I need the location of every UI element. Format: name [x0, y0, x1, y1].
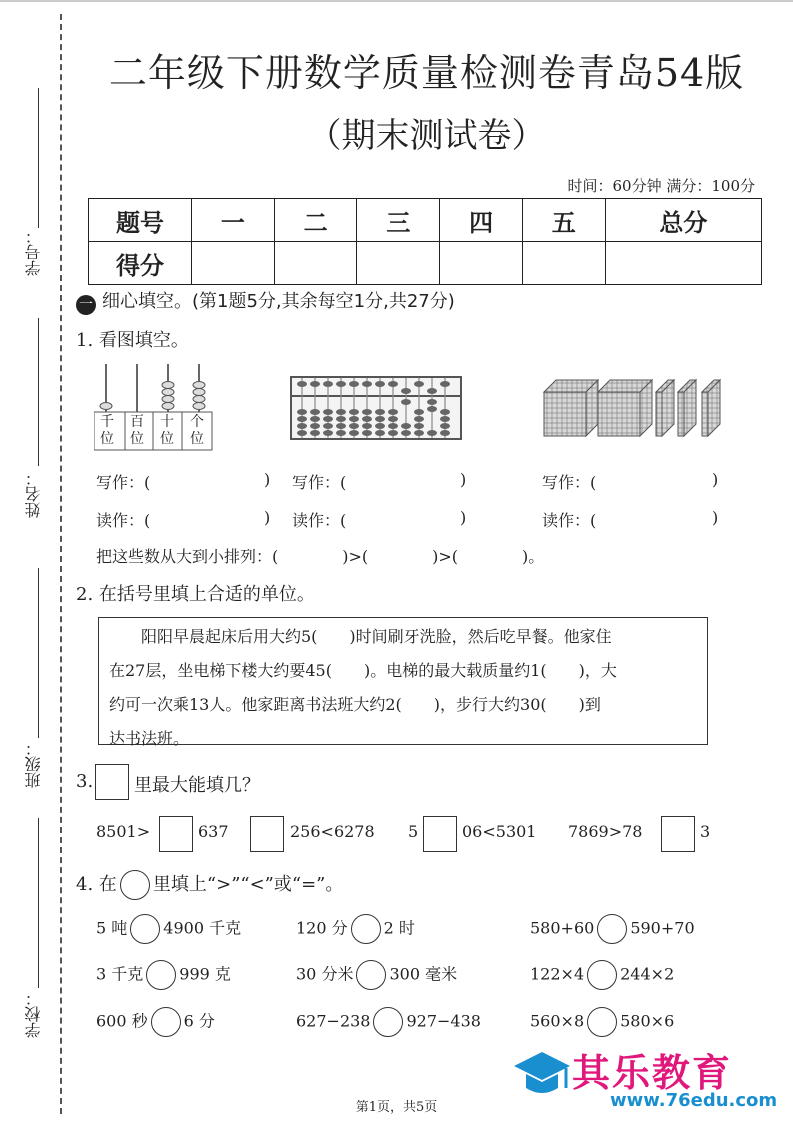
q4-answer-circle[interactable] — [130, 914, 160, 944]
q3-answer-box[interactable] — [661, 816, 695, 852]
q3-title-text: 里最大能填几？ — [134, 775, 260, 796]
q4-compare-item — [296, 914, 415, 944]
q4-compare-item — [96, 1007, 215, 1037]
q2-passage-line: 约可一次乘13人。他家距离书法班大约2( )，步行大约30( )到 — [109, 695, 601, 714]
q3-item-1-left: 8501> — [96, 822, 151, 841]
q3-answer-box[interactable] — [250, 816, 284, 852]
place-label-hundreds: 百位 — [130, 414, 144, 447]
q4-right-operand: 6 分 — [183, 1011, 215, 1031]
q4-left-operand: 580+60 — [530, 918, 595, 938]
q4-right-operand: 4900 千克 — [163, 918, 242, 938]
score-table — [88, 198, 762, 285]
q4-answer-circle[interactable] — [356, 960, 386, 990]
binding-dashed-line — [60, 14, 62, 1114]
q4-title — [76, 870, 343, 900]
q4-compare-item — [296, 1007, 481, 1037]
q1-write-close-2: ) — [460, 470, 467, 489]
q1-write-close-3: ) — [712, 470, 719, 489]
place-label-thousands: 千位 — [100, 414, 114, 447]
q3-item-3-right: 06<5301 — [462, 822, 537, 841]
q4-left-operand: 560×8 — [530, 1011, 585, 1031]
top-border — [0, 0, 793, 2]
score-header-cell: 一 — [192, 199, 275, 242]
q3-answer-box[interactable] — [423, 816, 457, 852]
q1-read-close-3: ) — [712, 508, 719, 527]
q4-right-operand: 999 克 — [179, 964, 231, 984]
q4-right-operand: 590+70 — [630, 918, 695, 938]
q4-left-operand: 122×4 — [530, 964, 585, 984]
q3-title-number: 3. — [76, 771, 94, 792]
q4-answer-circle[interactable] — [146, 960, 176, 990]
page-footer: 第1页，共5页 — [355, 1100, 438, 1115]
score-header-cell: 题号 — [89, 199, 192, 242]
brand-url: www.76edu.com — [610, 1090, 778, 1111]
score-cell[interactable] — [605, 242, 761, 285]
school-label: 学校： — [24, 990, 43, 1038]
score-cell[interactable] — [440, 242, 523, 285]
q4-right-operand: 300 毫米 — [389, 964, 458, 984]
q4-left-operand: 3 千克 — [96, 964, 144, 984]
q4-answer-circle[interactable] — [597, 914, 627, 944]
q4-left-operand: 627−238 — [296, 1011, 371, 1031]
q4-left-operand: 30 分米 — [296, 964, 354, 984]
q3-item-1-right: 637 — [198, 822, 229, 841]
q1-title: 1. 看图填空。 — [76, 330, 189, 351]
score-header-cell: 二 — [274, 199, 357, 242]
q1-order-prompt: 把这些数从大到小排列：( )>( )>( )。 — [96, 547, 545, 566]
brand-name: 其乐教育 — [572, 1051, 733, 1095]
section-number-badge: 一 — [76, 295, 96, 315]
q1-write-close-1: ) — [264, 470, 271, 489]
q4-compare-item — [530, 960, 674, 990]
q4-title-post: 里填上“>”“<”或“=”。 — [152, 874, 344, 895]
page-subtitle: （期末测试卷） — [307, 116, 546, 156]
q4-left-operand: 600 秒 — [96, 1011, 148, 1031]
q4-compare-item — [530, 914, 695, 944]
q3-answer-box[interactable] — [159, 816, 193, 852]
q1-read-label-2: 读作：( — [292, 511, 347, 530]
q4-right-operand: 2 时 — [383, 918, 415, 938]
graduation-cap-icon — [512, 1048, 572, 1104]
q4-answer-circle[interactable] — [151, 1007, 181, 1037]
q4-left-operand: 5 吨 — [96, 918, 128, 938]
q4-answer-circle[interactable] — [587, 1007, 617, 1037]
score-header-cell: 总分 — [605, 199, 761, 242]
score-header-cell: 四 — [440, 199, 523, 242]
q4-answer-circle[interactable] — [373, 1007, 403, 1037]
score-header-cell: 五 — [522, 199, 605, 242]
q1-read-label-3: 读作：( — [542, 511, 597, 530]
score-cell[interactable] — [274, 242, 357, 285]
score-cell[interactable] — [522, 242, 605, 285]
section-1-heading — [76, 287, 455, 315]
q1-read-label-1: 读作：( — [96, 511, 151, 530]
q3-item-2-right: 256<6278 — [290, 822, 375, 841]
q2-title: 2. 在括号里填上合适的单位。 — [76, 584, 315, 605]
student-id-label: 学号： — [24, 228, 43, 276]
section-1-title: 细心填空。(第1题5分,其余每空1分,共27分) — [102, 291, 455, 312]
q3-item-4-right: 3 — [700, 822, 711, 841]
score-header-cell: 三 — [357, 199, 440, 242]
q2-passage-box — [98, 617, 708, 748]
q4-right-operand: 927−438 — [406, 1011, 481, 1031]
exam-meta: 时间：60分钟 满分：100分 — [567, 177, 755, 195]
school-blank[interactable] — [38, 818, 39, 988]
q4-title-pre: 4. 在 — [76, 874, 117, 895]
score-row-label: 得分 — [89, 242, 192, 285]
q4-compare-item — [96, 960, 231, 990]
base-ten-blocks-illustration — [542, 378, 728, 440]
q1-read-close-2: ) — [460, 508, 467, 527]
q4-left-operand: 120 分 — [296, 918, 348, 938]
q3-item-4-left: 7869>78 — [568, 822, 643, 841]
score-header-row — [89, 199, 762, 242]
abacus-illustration — [290, 376, 462, 440]
brand-logo — [512, 1046, 782, 1112]
student-id-blank[interactable] — [38, 88, 39, 228]
place-label-ones: 个位 — [190, 414, 204, 447]
place-label-tens: 十位 — [160, 414, 174, 447]
class-label: 班级： — [24, 740, 43, 788]
q2-passage-line: 在27层，坐电梯下楼大约要45( )。电梯的最大载质量约1( )，大 — [109, 661, 617, 680]
q2-passage-line: 达书法班。 — [109, 729, 190, 748]
q4-title-circle-icon — [120, 870, 150, 900]
q1-write-label-3: 写作：( — [542, 473, 597, 492]
q2-passage-line: 阳阳早晨起床后用大约5( )时间刷牙洗脸，然后吃早餐。他家住 — [141, 627, 612, 646]
q4-compare-item — [530, 1007, 674, 1037]
q4-right-operand: 244×2 — [620, 964, 675, 984]
score-cell[interactable] — [192, 242, 275, 285]
q3-item-3-left: 5 — [408, 822, 419, 841]
q4-answer-circle[interactable] — [587, 960, 617, 990]
score-row — [89, 242, 762, 285]
q4-compare-item — [96, 914, 241, 944]
q4-compare-item — [296, 960, 457, 990]
score-cell[interactable] — [357, 242, 440, 285]
q3-title-box-icon — [95, 764, 129, 800]
name-blank[interactable] — [38, 318, 39, 466]
q1-read-close-1: ) — [264, 508, 271, 527]
q1-write-label-1: 写作：( — [96, 473, 151, 492]
q1-write-label-2: 写作：( — [292, 473, 347, 492]
class-blank[interactable] — [38, 568, 39, 738]
page-title: 二年级下册数学质量检测卷青岛54版 — [108, 51, 745, 95]
q4-answer-circle[interactable] — [351, 914, 381, 944]
q4-right-operand: 580×6 — [620, 1011, 675, 1031]
name-label: 姓名： — [24, 470, 43, 518]
